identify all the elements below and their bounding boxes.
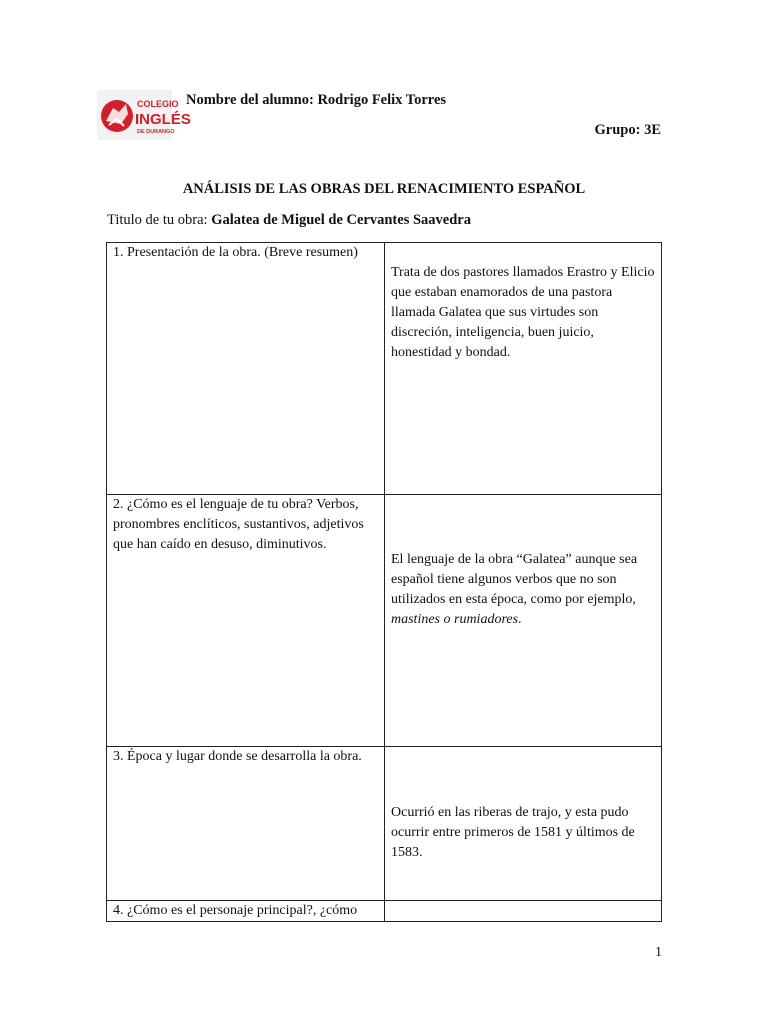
question-cell — [107, 747, 385, 901]
logo-line-2: INGLÉS — [135, 111, 191, 128]
table-row — [107, 495, 662, 747]
question-text: 1. Presentación de la obra. (Breve resumen) — [113, 245, 358, 260]
question-cell — [107, 901, 385, 922]
table-row — [107, 901, 662, 922]
answer-text — [391, 550, 655, 630]
answer-italic: mastines o rumiadores — [391, 612, 519, 627]
page-number: 1 — [655, 945, 662, 960]
student-name: Nombre del alumno: Rodrigo Felix Torres — [186, 92, 447, 108]
answer-main: El lenguaje de la obra “Galatea” aunque sea español tiene algunos verbos que no son utilizados en esta época, como por ejemplo, — [391, 552, 638, 607]
answer-cell — [385, 901, 662, 922]
group-label: Grupo: 3E — [594, 122, 661, 138]
question-text: 4. ¿Cómo es el personaje principal?, ¿cómo — [113, 903, 358, 918]
answer-text: Ocurrió en las riberas de trajo, y esta pudo ocurrir entre primeros de 1581 y últimos de 1583. — [391, 805, 635, 860]
logo-line-3: DE DURANGO — [137, 129, 175, 135]
answer-cell — [385, 243, 662, 495]
question-text: 3. Época y lugar donde se desarrolla la obra. — [113, 749, 362, 764]
answer-cell — [385, 747, 662, 901]
question-text: 2. ¿Cómo es el lenguaje de tu obra? Verbos, pronombres enclíticos, sustantivos, adjetivos que han caído en desuso, diminutivos. — [113, 497, 364, 552]
work-title-value: Galatea de Miguel de Cervantes Saavedra — [211, 212, 471, 228]
document-title: ANÁLISIS DE LAS OBRAS DEL RENACIMIENTO ESPAÑOL — [182, 181, 586, 197]
school-logo-icon — [97, 90, 191, 140]
analysis-table — [106, 242, 662, 922]
answer-end: . — [518, 612, 522, 627]
work-title-prefix: Titulo de tu obra: — [107, 212, 212, 228]
question-cell — [107, 243, 385, 495]
table-row — [107, 747, 662, 901]
answer-cell — [385, 495, 662, 747]
answer-text: Trata de dos pastores llamados Erastro y Elicio que estaban enamorados de una pastora llamada Galatea que sus virtudes son discreción, inteligencia, buen juicio, honestidad y bondad. — [391, 265, 655, 360]
question-cell — [107, 495, 385, 747]
logo-line-1: COLEGIO — [137, 99, 179, 109]
work-title — [107, 212, 471, 229]
table-row — [107, 243, 662, 495]
school-logo — [97, 90, 191, 140]
